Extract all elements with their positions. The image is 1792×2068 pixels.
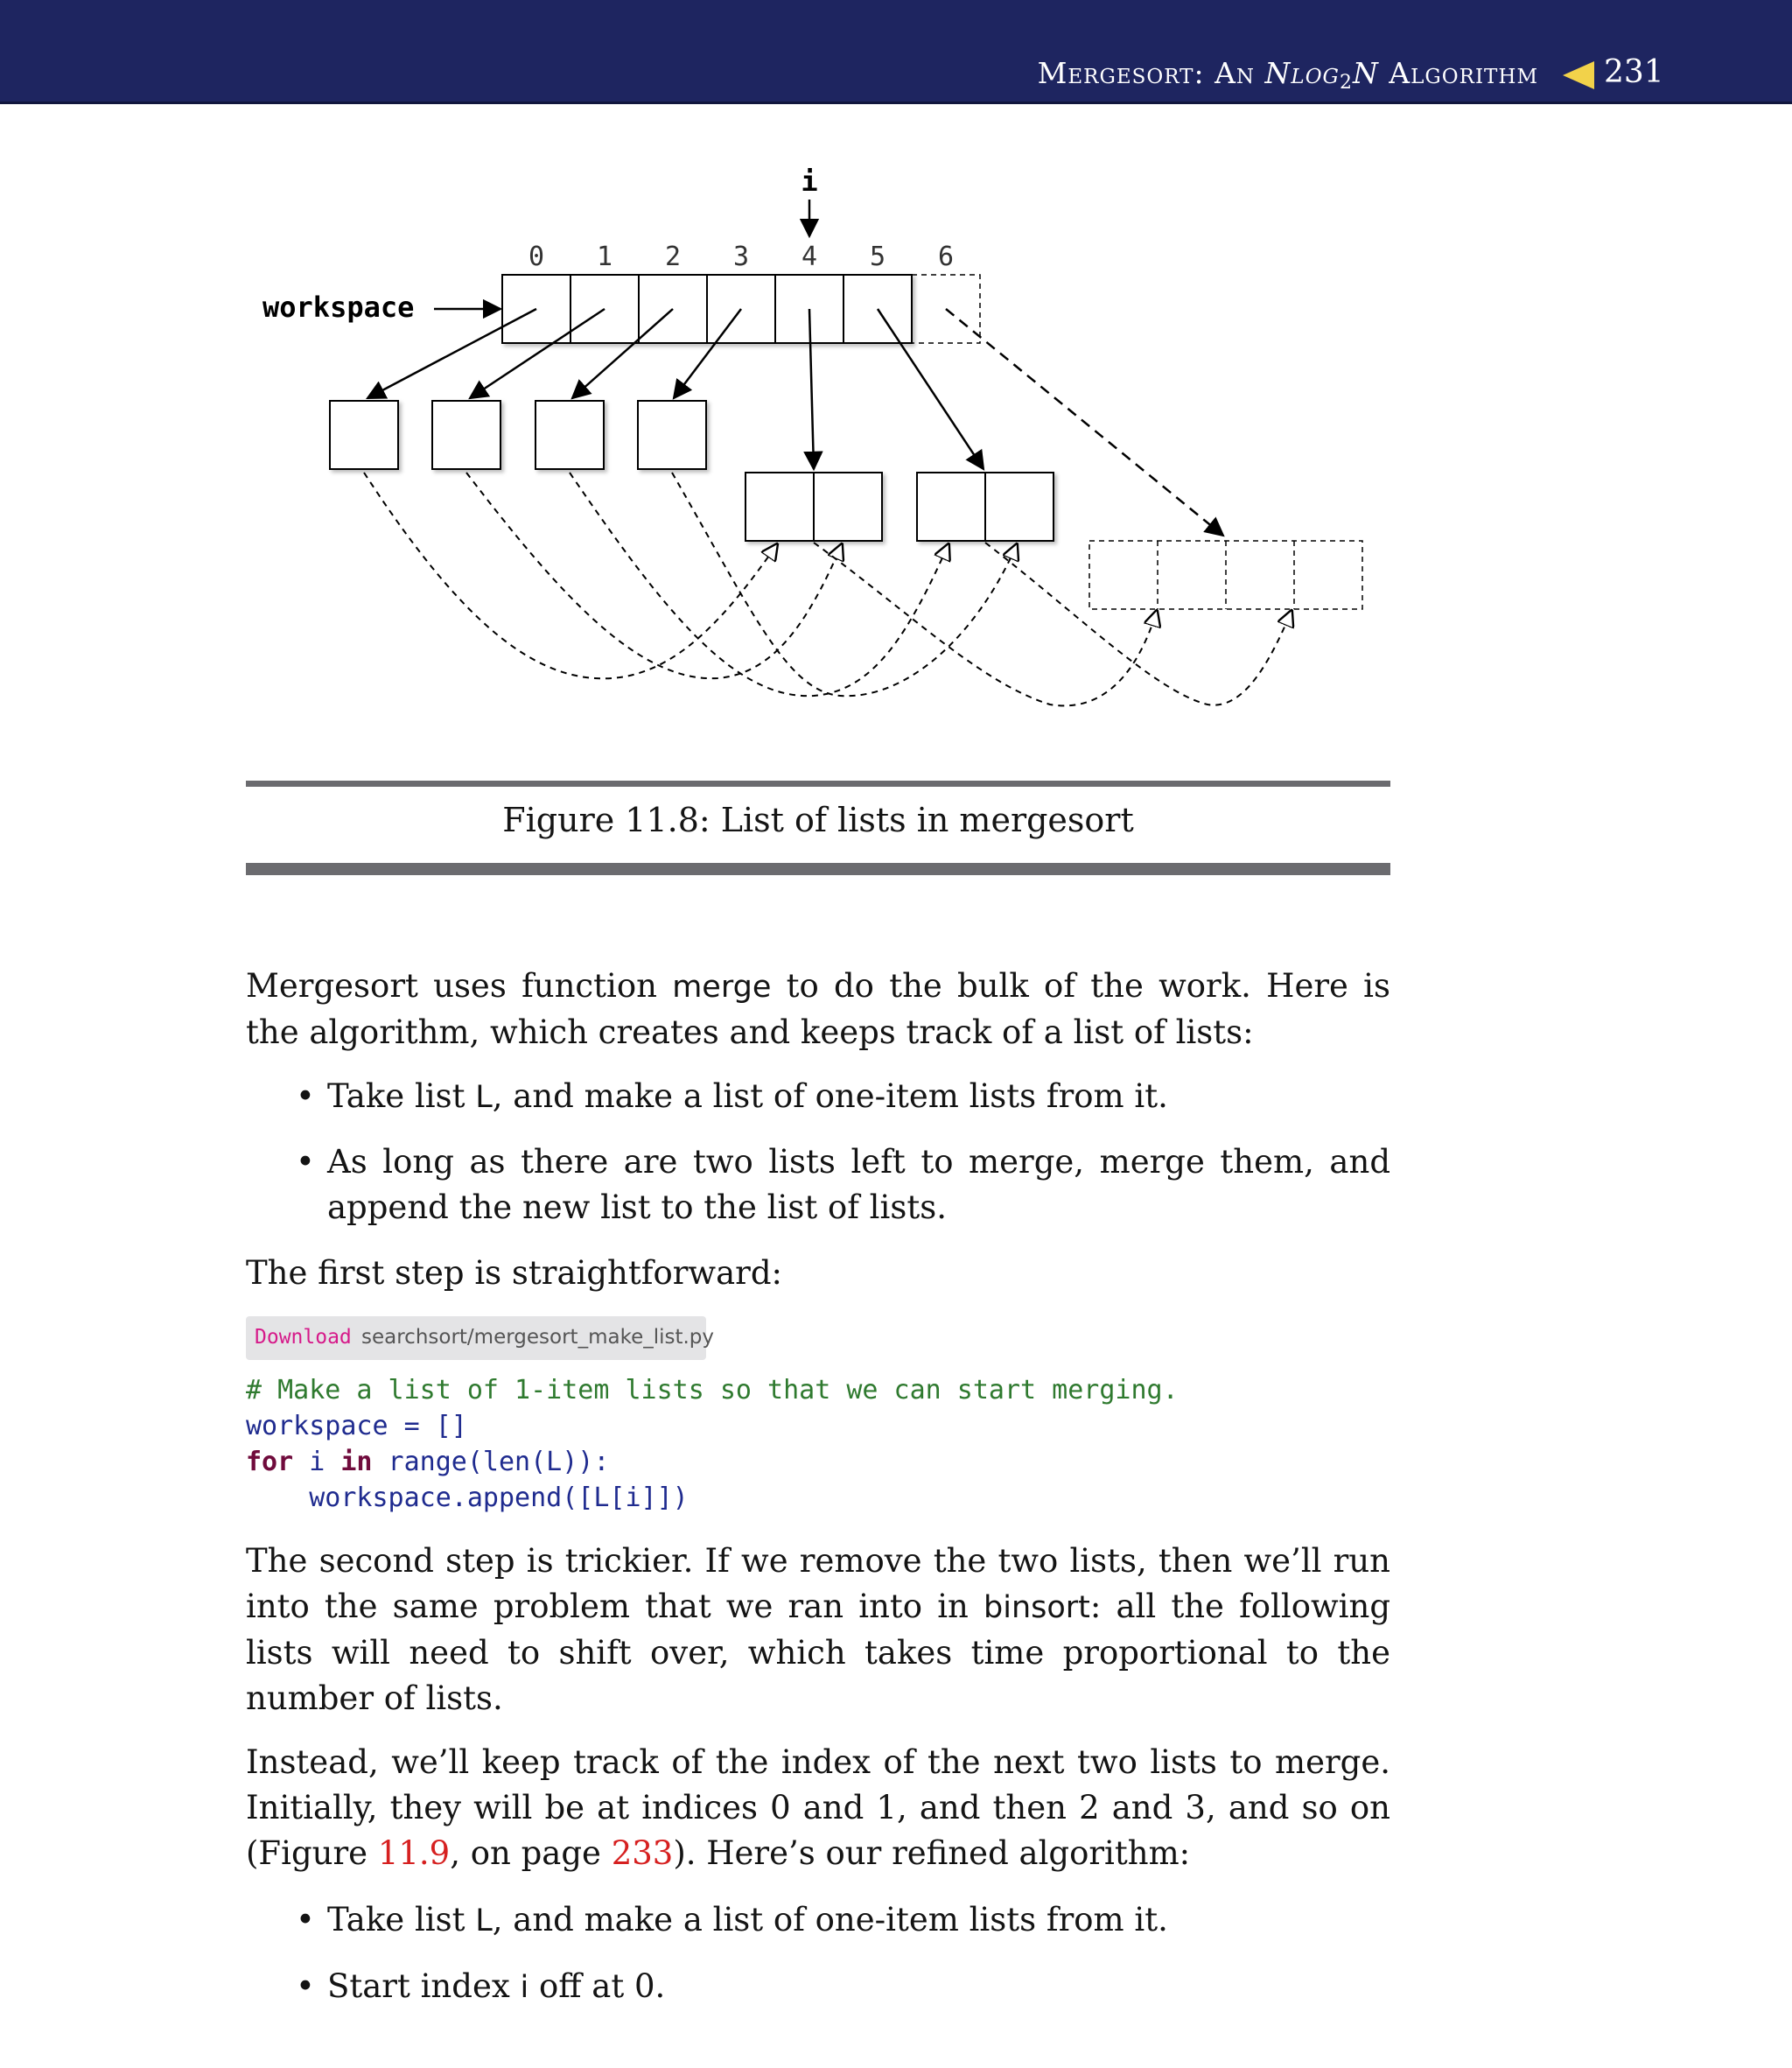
text-run: , and make a list of one-item lists from it. [492, 1901, 1168, 1938]
inline-code: L [475, 1080, 493, 1115]
title-math-log: log [1291, 56, 1340, 90]
code-text: = [] [388, 1411, 467, 1441]
figure-caption: Figure 11.8: List of lists in mergesort [502, 801, 1134, 839]
title-math-n2: N [1352, 56, 1379, 90]
bullet-icon: • [296, 1143, 315, 1181]
index-label: 4 [801, 242, 818, 272]
download-link[interactable]: Download [255, 1326, 352, 1349]
bullet-item [296, 1074, 1390, 1120]
inline-code: binsort [984, 1590, 1090, 1625]
code-comment: # Make a list of 1-item lists so that we can start merging. [246, 1375, 1179, 1406]
code-identifier: workspace [246, 1411, 388, 1441]
four-item-list [1089, 541, 1362, 609]
bullet-icon: • [296, 1967, 315, 2005]
title-math-sub: 2 [1339, 72, 1353, 94]
caption-rule-top [246, 781, 1390, 787]
paragraph [246, 964, 1390, 1055]
code-text: range(len(L)): [372, 1447, 610, 1477]
one-item-list [638, 401, 706, 469]
code-text: i [293, 1447, 341, 1477]
one-item-list [536, 401, 604, 469]
title-suffix: Algorithm [1378, 56, 1538, 90]
text-run: Instead, we’ll keep track of the index of the next two lists to merge. Initially, they will be at indices 0 and 1, and then 2 and 3, and so on (Figure [246, 1743, 1390, 1872]
inline-code: L [475, 1903, 493, 1938]
paragraph [246, 1539, 1390, 1721]
caption-rule-bottom [246, 863, 1390, 875]
index-label: 0 [528, 242, 545, 272]
page-number: 231 [1604, 54, 1664, 90]
index-label: 6 [937, 242, 955, 272]
text-run: , on page [450, 1834, 612, 1872]
one-item-list [432, 401, 500, 469]
mergesort-figure [0, 105, 1792, 770]
inline-code: merge [672, 970, 772, 1005]
text-run: As long as there are two lists left to merge, merge them, and append the new list to the list of lists. [327, 1143, 1390, 1226]
inline-code: i [520, 1970, 529, 2005]
workspace-label: workspace [262, 291, 415, 324]
text-run: ). Here’s our refined algorithm: [673, 1834, 1191, 1872]
title-prefix: Mergesort: An [1037, 56, 1265, 90]
code-text: workspace.append([L[i]]) [246, 1483, 689, 1513]
text-run: Take list [327, 1077, 476, 1115]
text-run: Start index [327, 1967, 521, 2005]
title-math-n: N [1264, 56, 1292, 90]
page-link[interactable]: 233 [611, 1834, 674, 1872]
index-label: 2 [664, 242, 682, 272]
code-keyword: for [246, 1447, 294, 1477]
two-item-lists [746, 473, 1054, 541]
code-block [246, 1372, 1179, 1516]
text-run: , and make a list of one-item lists from it. [492, 1077, 1168, 1115]
code-keyword: in [340, 1447, 373, 1477]
index-label: 5 [869, 242, 886, 272]
bullet-item [296, 1964, 1390, 2010]
text-run: Take list [327, 1901, 476, 1938]
paragraph: The first step is straightforward: [246, 1254, 782, 1292]
one-item-lists [330, 401, 706, 469]
page-arrow-icon [1563, 61, 1594, 89]
text-run: to do the bulk of the work. Here is the algorithm, which creates and keeps track of a list of lists: [246, 967, 1390, 1051]
page-header [0, 0, 1792, 104]
index-label: 1 [596, 242, 613, 272]
text-run: : all the following lists will need to shift over, which takes time proportional to the number of lists. [246, 1588, 1390, 1717]
index-pointer-label: i [801, 165, 818, 198]
text-run: Mergesort uses function [246, 967, 673, 1005]
figure-link[interactable]: 11.9 [377, 1834, 451, 1872]
paragraph [246, 1740, 1390, 1876]
text-run: off at 0. [528, 1967, 666, 2005]
one-item-list [330, 401, 398, 469]
bullet-item [296, 1897, 1390, 1944]
running-title [1038, 56, 1538, 94]
index-labels [528, 242, 954, 272]
download-file-path: searchsort/mergesort_make_list.py [361, 1326, 715, 1349]
bullet-icon: • [296, 1077, 315, 1115]
bullet-icon: • [296, 1901, 315, 1938]
download-bar [246, 1316, 715, 1360]
index-label: 3 [732, 242, 750, 272]
bullet-item [296, 1139, 1390, 1231]
text-run: The second step is trickier. If we remove the two lists, then we’ll run into the same problem that we ran into in [246, 1542, 1390, 1625]
